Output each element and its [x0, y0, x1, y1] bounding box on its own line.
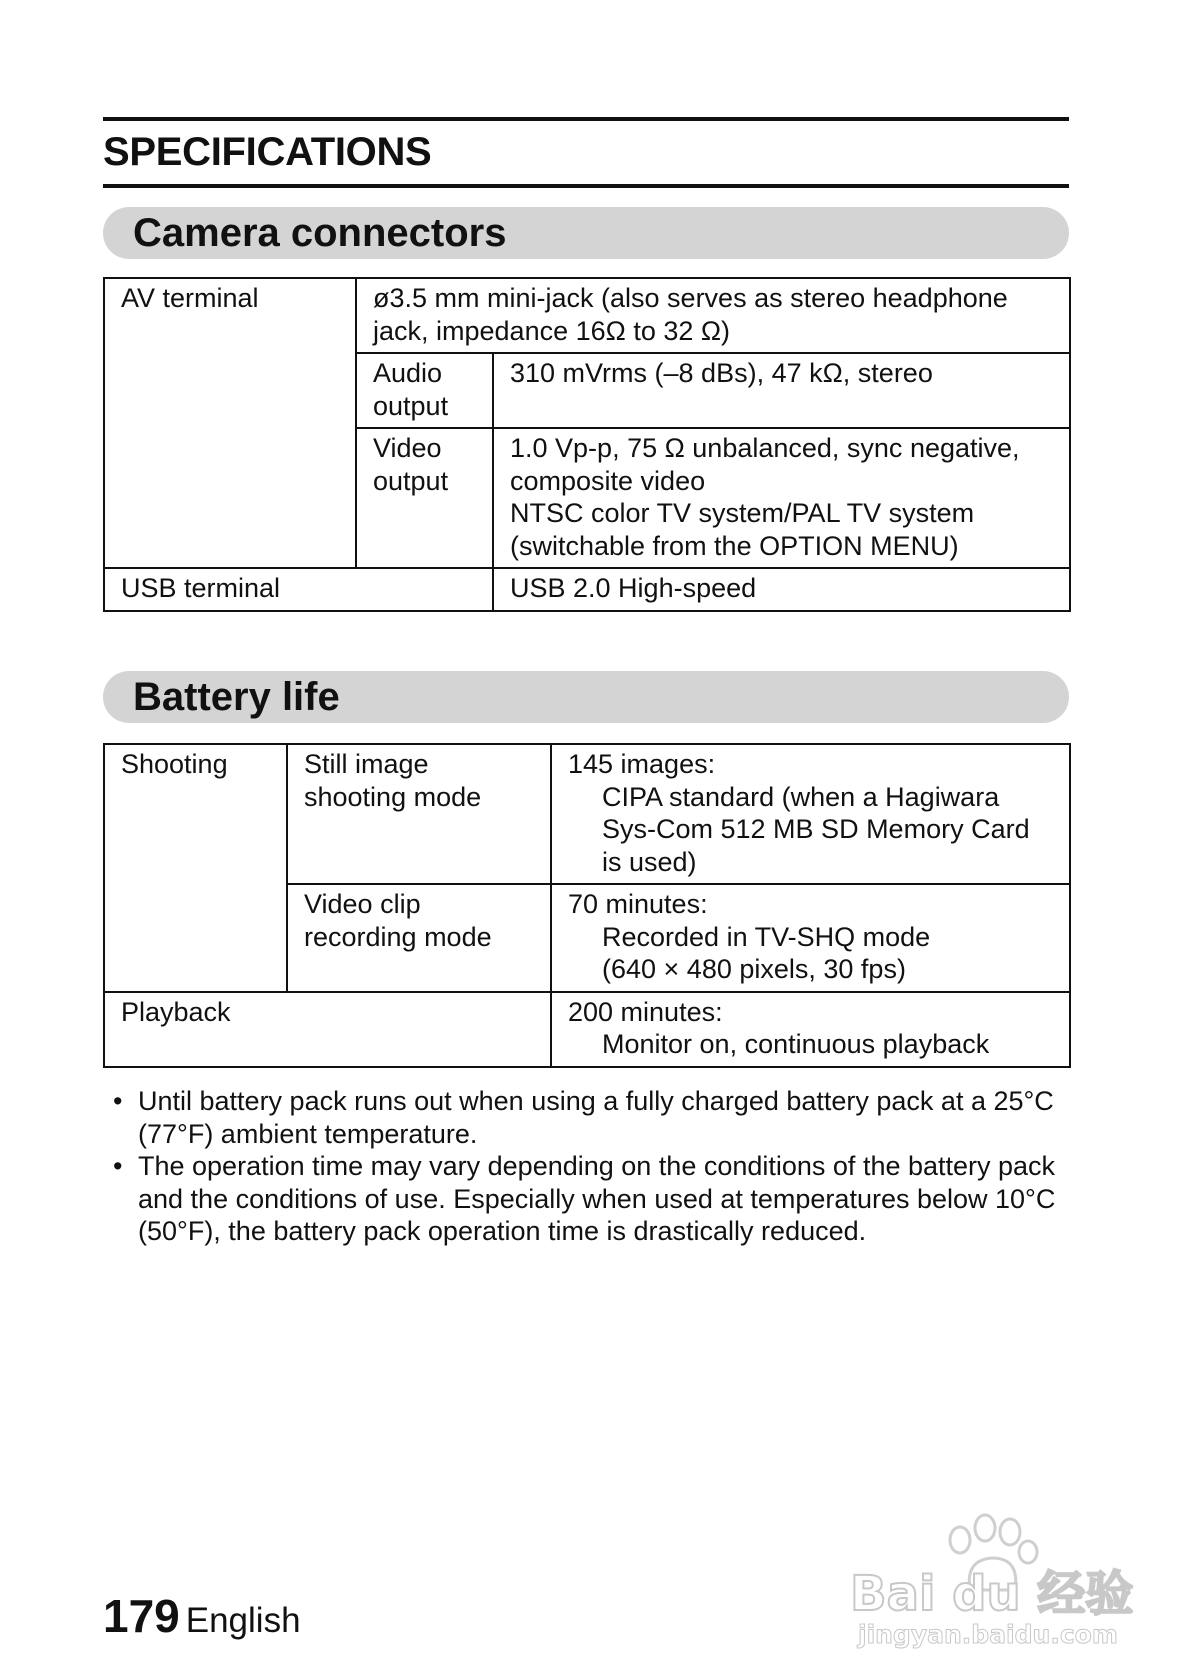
bullet-icon: •: [113, 1151, 123, 1181]
title-underline: [103, 184, 1069, 188]
still-mode-count: 145 images:: [568, 749, 716, 779]
video-output-value: [493, 428, 1070, 568]
still-mode-label: Still image shooting mode: [287, 744, 551, 884]
video-mode-detail: Recorded in TV-SHQ mode: [602, 921, 931, 952]
section-heading-battery-life: [103, 671, 1069, 723]
table-row: [104, 744, 1070, 884]
watermark-url: jingyan.baidu.com: [858, 1620, 1118, 1649]
usb-terminal-label: USB terminal: [104, 568, 493, 611]
table-row: [104, 992, 1070, 1067]
audio-output-value: 310 mVrms (–8 dBs), 47 kΩ, stereo: [493, 353, 1070, 428]
usb-terminal-value: USB 2.0 High-speed: [493, 568, 1070, 611]
bullet-icon: •: [113, 1086, 123, 1116]
still-mode-value: [551, 744, 1070, 884]
table-row: [104, 278, 1070, 353]
list-item: [110, 1150, 1070, 1248]
note-text: The operation time may vary depending on the conditions of the battery pack and the conditions of use. Especially when used at temperatures below 10°C (50°F), the battery pack operation time is drastically reduced.: [138, 1151, 1056, 1246]
battery-life-table: [103, 743, 1071, 1068]
top-rule: [103, 117, 1069, 121]
battery-notes: [110, 1085, 1070, 1248]
video-output-label: Video output: [356, 428, 493, 568]
playback-value: [551, 992, 1070, 1067]
table-row: [104, 568, 1070, 611]
av-terminal-label: AV terminal: [104, 278, 356, 568]
video-mode-label: Video clip recording mode: [287, 884, 551, 992]
note-text: Until battery pack runs out when using a fully charged battery pack at a 25°C (77°F) ambient temperature.: [138, 1086, 1054, 1149]
section-heading-camera-connectors: [103, 207, 1069, 259]
camera-connectors-table: [103, 277, 1071, 612]
av-terminal-description: ø3.5 mm mini-jack (also serves as stereo headphone jack, impedance 16Ω to 32 Ω): [356, 278, 1070, 353]
audio-output-label: Audio output: [356, 353, 493, 428]
playback-detail: Monitor on, continuous playback: [602, 1029, 990, 1059]
playback-label: Playback: [104, 992, 551, 1067]
baidu-watermark: [850, 1510, 1140, 1660]
page-title: SPECIFICATIONS: [103, 130, 432, 174]
section-title: Battery life: [133, 675, 340, 719]
playback-duration: 200 minutes:: [568, 996, 723, 1027]
list-item: [110, 1085, 1070, 1150]
section-title: Camera connectors: [133, 211, 507, 255]
watermark-brand: Bai du 经验: [850, 1566, 1134, 1622]
video-mode-value: [551, 884, 1070, 992]
video-mode-detail: (640 × 480 pixels, 30 fps): [602, 954, 906, 984]
still-mode-detail: CIPA standard (when a Hagiwara Sys-Com 512 MB SD Memory Card is used): [602, 781, 1030, 877]
video-mode-duration: 70 minutes:: [568, 889, 708, 919]
page-footer: [103, 1588, 301, 1656]
page-language: English: [185, 1601, 301, 1640]
video-output-line: NTSC color TV system/PAL TV system (switchable from the OPTION MENU): [510, 498, 975, 561]
video-output-line: 1.0 Vp-p, 75 Ω unbalanced, sync negative, composite video: [510, 433, 1020, 496]
page-number: 179: [103, 1590, 180, 1642]
shooting-label: Shooting: [104, 744, 287, 992]
